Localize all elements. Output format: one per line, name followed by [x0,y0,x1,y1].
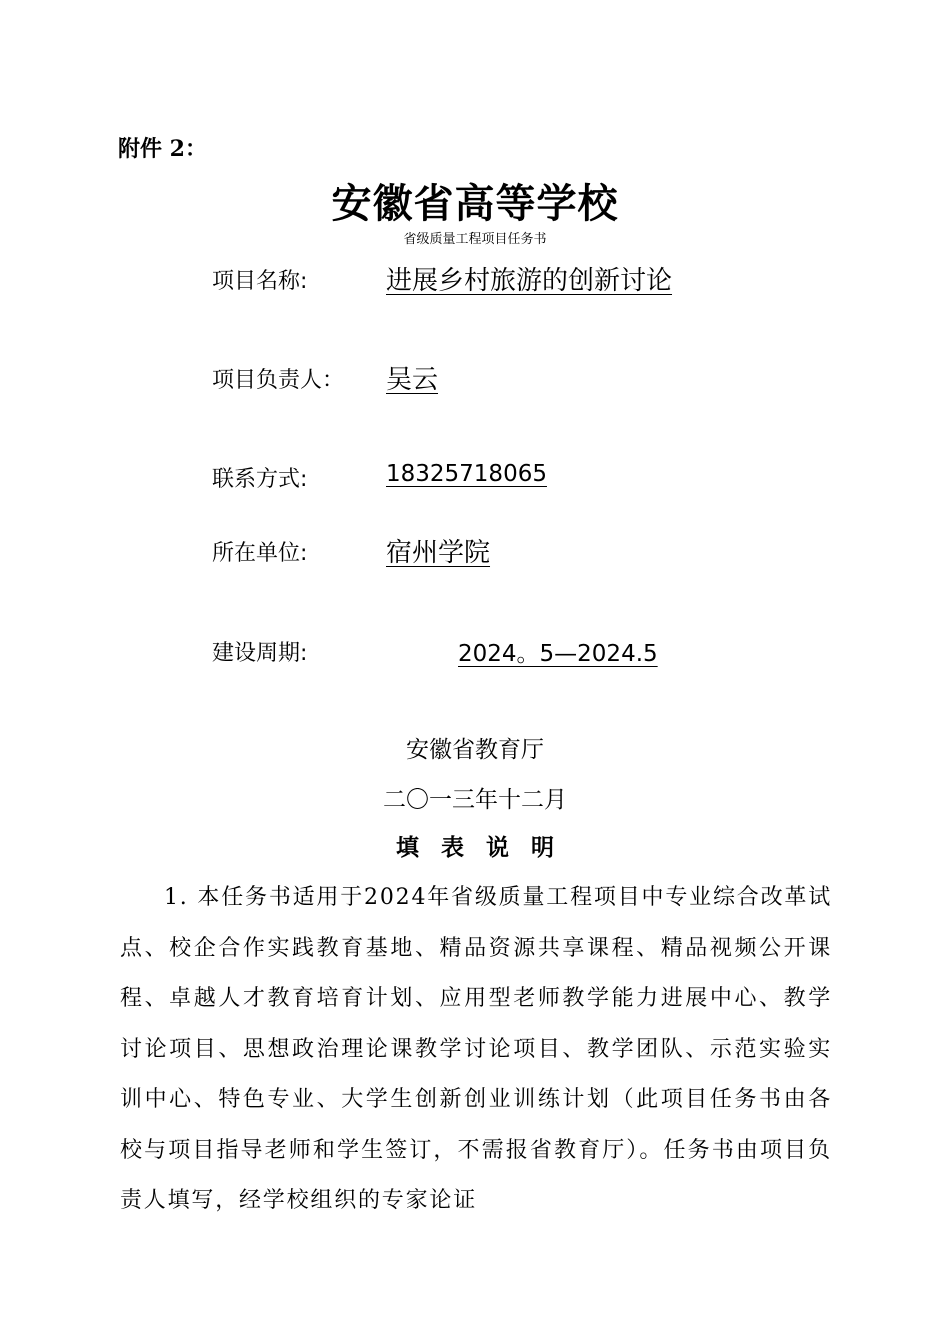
field-value: 宿州学院 [386,538,491,568]
field-label: 建设周期: [212,641,308,666]
field-value: 吴云 [386,365,439,395]
field-label: 联系方式: [212,467,308,492]
field-label: 项目负责人： [212,368,345,393]
issue-date: 二〇一三年十二月 [383,787,567,813]
field-value: 2024。5—2024.5 [458,641,658,667]
instructions-heading: 填表说明 [396,835,576,861]
field-label: 所在单位: [212,541,308,566]
field-label: 项目名称: [212,269,308,294]
document-subtitle: 省级质量工程项目任务书 [403,232,547,247]
field-value: 18325718065 [386,461,547,487]
document-title: 安徽省高等学校 [331,181,619,227]
field-value: 进展乡村旅游的创新讨论 [386,266,673,296]
attachment-label: 附件 2： [118,136,207,162]
issuer: 安徽省教育厅 [406,737,544,763]
instructions-paragraph: 1. 本任务书适用于2024年省级质量工程项目中专业综合改革试点、校企合作实践教育基地、精品资源共享课程、精品视频公开课程、卓越人才教育培育计划、应用型老师教学能力进展中心、教学讨论项目、思想政治理论课教学讨论项目、教学团队、示范实验实训中心、特色专业、大学生创新创业训练计划（此项目任务书由各校与项目指导老师和学生签订，不需报省教育厅）。任务书由项目负责人填写，经学校组织的专家论证 [120,885,832,1213]
